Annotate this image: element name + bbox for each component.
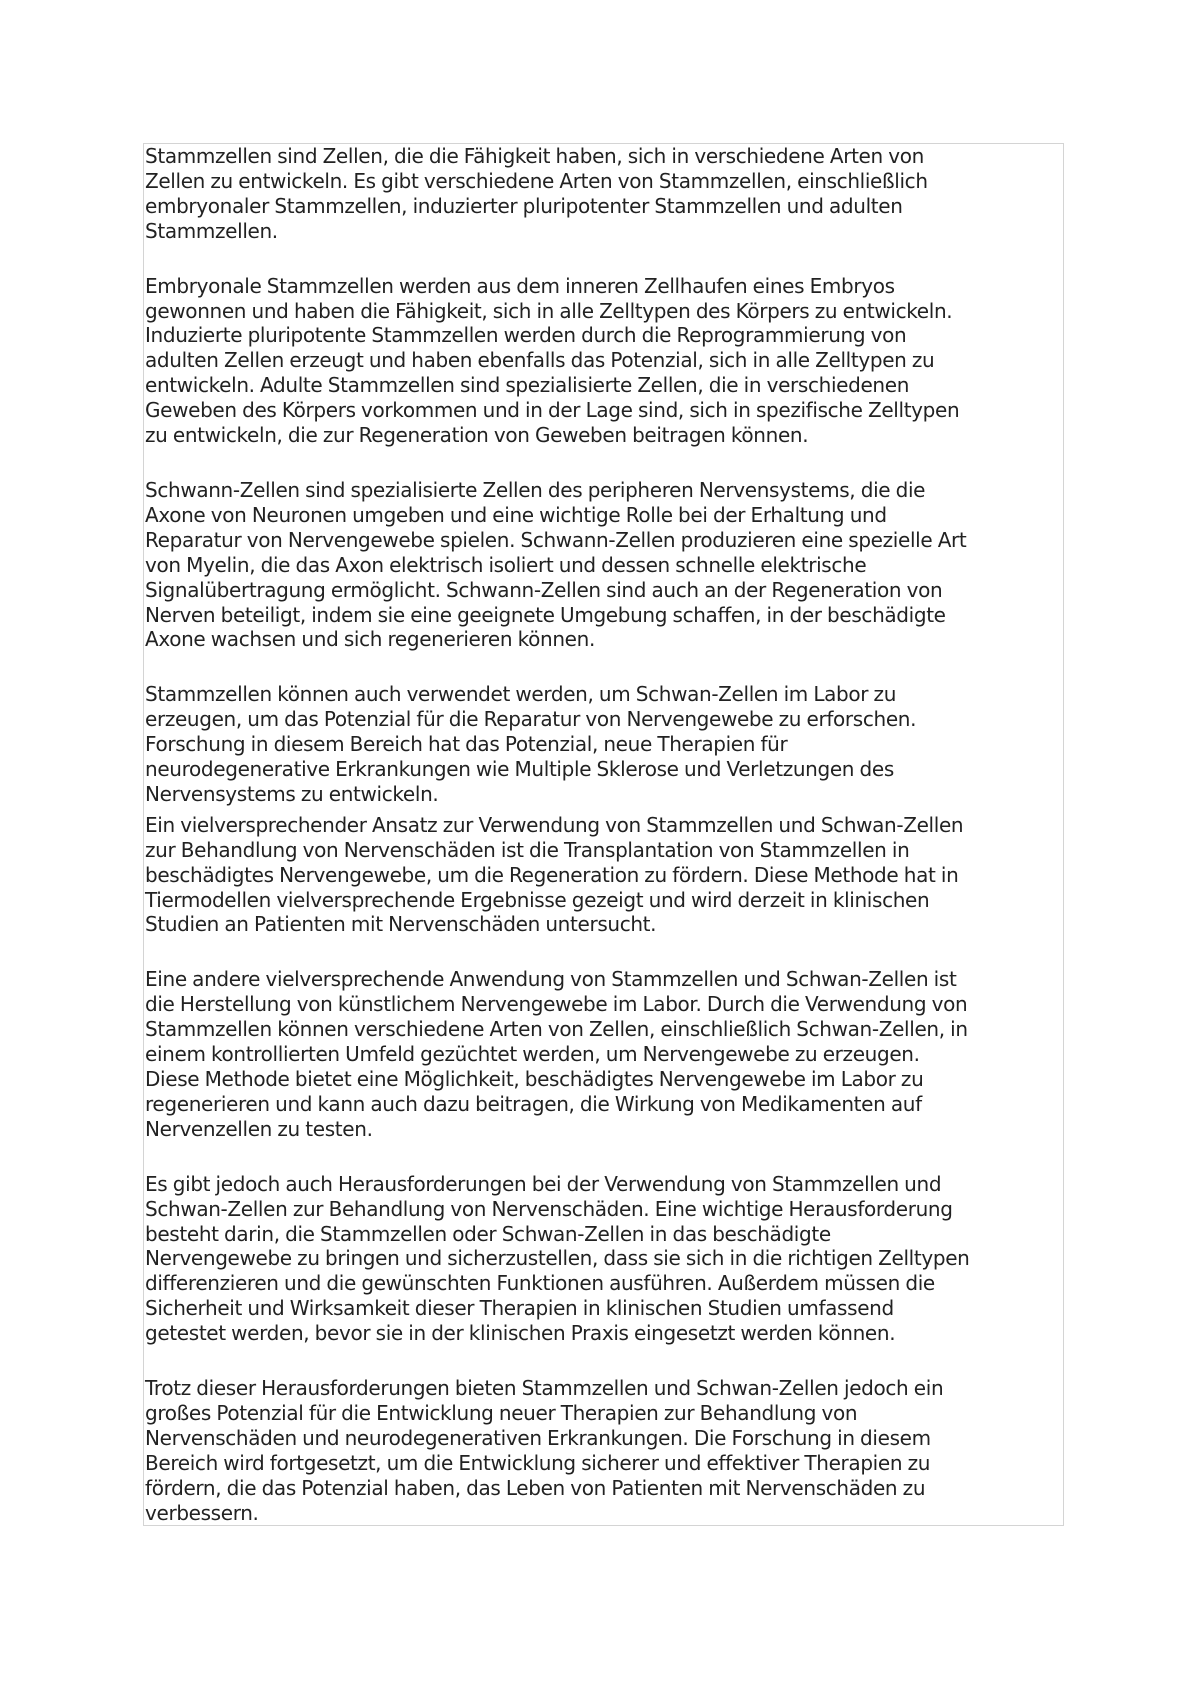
paragraph-4: Stammzellen können auch verwendet werden, um Schwan-Zellen im Labor zu erzeugen, um das Potenzial für die Reparatur von Nervengewebe zu erforschen. Forschung in diesem Bereich hat das Potenzial, neue Therapien für neurodegenerative Erkrankungen wie Multiple Sklerose und Verletzungen des Nervensystems zu entwickeln. [145, 682, 917, 806]
paragraph-3: Schwann-Zellen sind spezialisierte Zellen des peripheren Nervensystems, die die Axone von Neuronen umgeben und eine wichtige Rolle bei der Erhaltung und Reparatur von Nervengewebe spielen. Schwann-Zellen produzieren eine spezielle Art von Myelin, die das Axon elektrisch isoliert und dessen schnelle elektrische Signalübertragung ermöglicht. Schwann-Zellen sind auch an der Regeneration von Nerven beteiligt, indem sie eine geeignete Umgebung schaffen, in der beschädigte Axone wachsen und sich regenerieren können. [145, 477, 967, 652]
paragraph-5: Ein vielversprechender Ansatz zur Verwendung von Stammzellen und Schwan-Zellen zur Behandlung von Nervenschäden ist die Transplantation von Stammzellen in beschädigtes Nervengewebe, um die Regeneration zu fördern. Diese Methode hat in Tiermodellen vielversprechende Ergebnisse gezeigt und wird derzeit in klinischen Studien an Patienten mit Nervenschäden untersucht. [145, 812, 964, 937]
paragraph-2: Embryonale Stammzellen werden aus dem inneren Zellhaufen eines Embryos gewonnen und haben die Fähigkeit, sich in alle Zelltypen des Körpers zu entwickeln. Induzierte pluripotente Stammzellen werden durch die Reprogrammierung von adulten Zellen erzeugt und haben ebenfalls das Potenzial, sich in alle Zelltypen zu entwickeln. Adulte Stammzellen sind spezialisierte Zellen, die in verschiedenen Geweben des Körpers vorkommen und in der Lage sind, sich in spezifische Zelltypen zu entwickeln, die zur Regeneration von Geweben beitragen können. [145, 273, 960, 448]
paragraph-1: Stammzellen sind Zellen, die die Fähigkeit haben, sich in verschiedene Arten von Zellen zu entwickeln. Es gibt verschiedene Arten von Stammzellen, einschließlich embryonaler Stammzellen, induzierter pluripotenter Stammzellen und adulten Stammzellen. [145, 144, 928, 243]
text-frame [143, 143, 1064, 1526]
paragraph-6: Eine andere vielversprechende Anwendung von Stammzellen und Schwan-Zellen ist die Herstellung von künstlichem Nervengewebe im Labor. Durch die Verwendung von Stammzellen können verschiedene Arten von Zellen, einschließlich Schwan-Zellen, in einem kontrollierten Umfeld gezüchtet werden, um Nervengewebe zu erzeugen. Diese Methode bietet eine Möglichkeit, beschädigtes Nervengewebe im Labor zu regenerieren und kann auch dazu beitragen, die Wirkung von Medikamenten auf Nervenzellen zu testen. [145, 967, 968, 1141]
paragraph-8: Trotz dieser Herausforderungen bieten Stammzellen und Schwan-Zellen jedoch ein großes Potenzial für die Entwicklung neuer Therapien zur Behandlung von Nervenschäden und neurodegenerativen Erkrankungen. Die Forschung in diesem Bereich wird fortgesetzt, um die Entwicklung sicherer und effektiver Therapien zu fördern, die das Potenzial haben, das Leben von Patienten mit Nervenschäden zu verbessern. [145, 1376, 944, 1525]
paragraph-7: Es gibt jedoch auch Herausforderungen bei der Verwendung von Stammzellen und Schwan-Zellen zur Behandlung von Nervenschäden. Eine wichtige Herausforderung besteht darin, die Stammzellen oder Schwan-Zellen in das beschädigte Nervengewebe zu bringen und sicherzustellen, dass sie sich in die richtigen Zelltypen differenzieren und die gewünschten Funktionen ausführen. Außerdem müssen die Sicherheit und Wirksamkeit dieser Therapien in klinischen Studien umfassend getestet werden, bevor sie in der klinischen Praxis eingesetzt werden können. [145, 1171, 970, 1346]
